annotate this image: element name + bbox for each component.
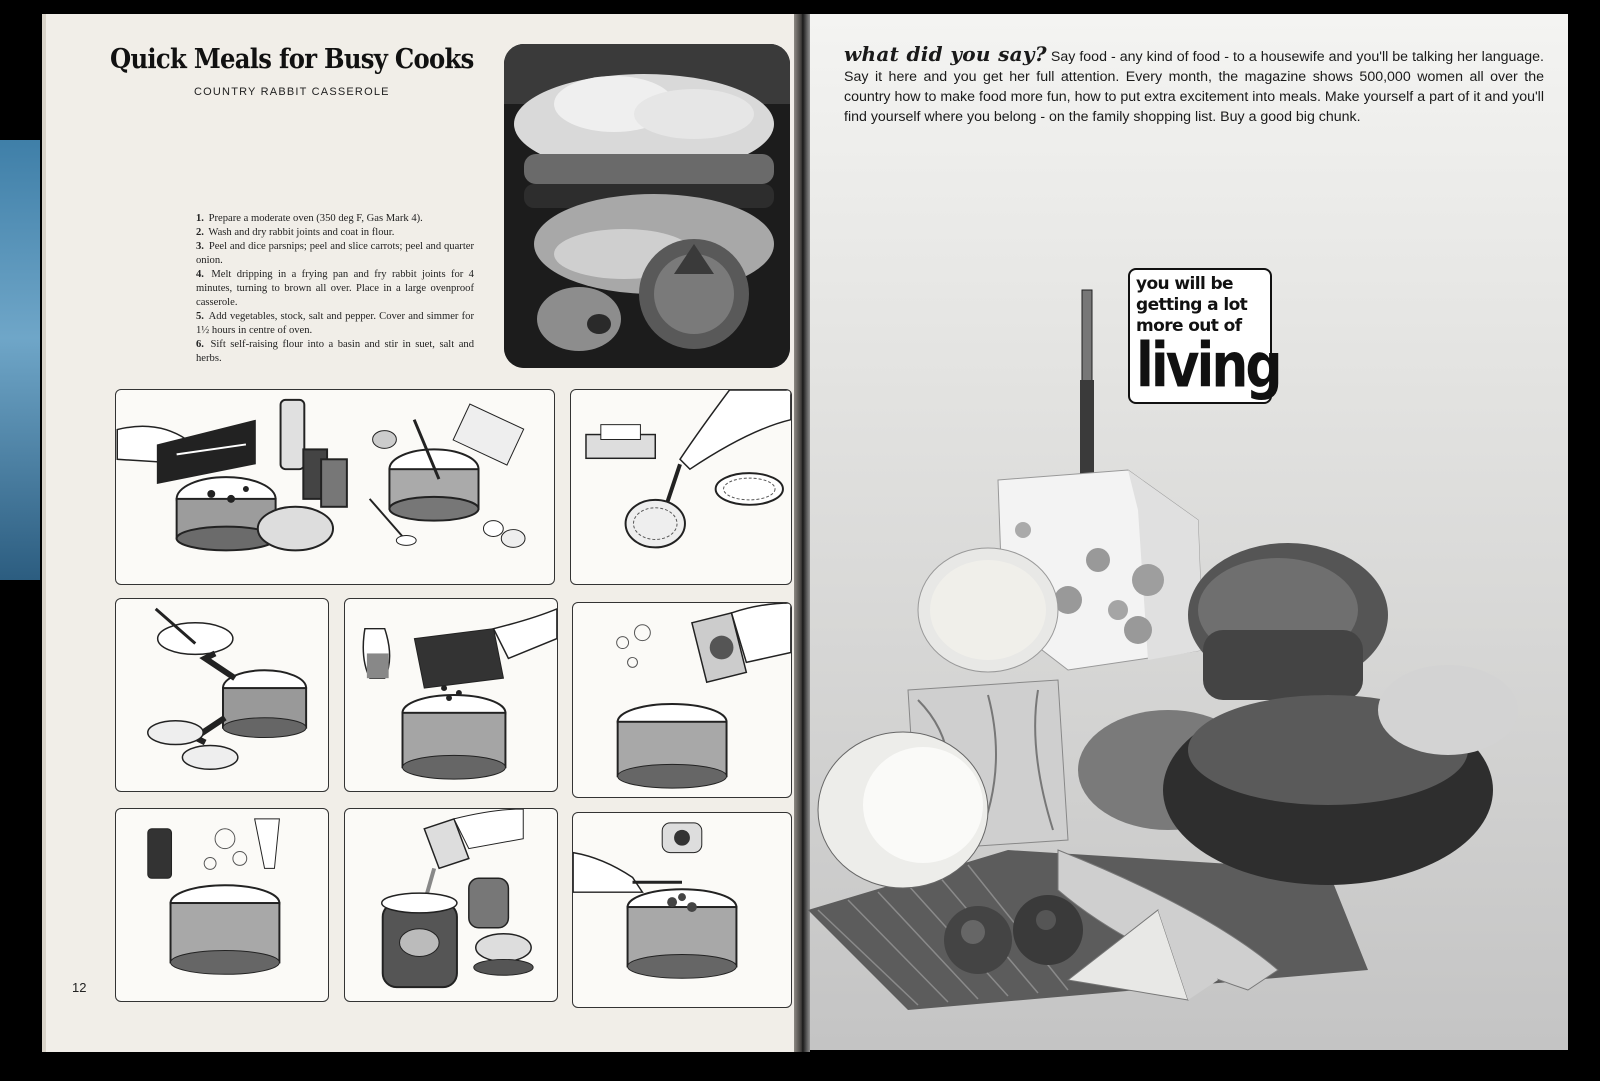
living-logo-card xyxy=(1128,268,1280,404)
logo-line: more out of xyxy=(1136,316,1242,336)
illustration-panel xyxy=(572,812,792,1008)
recipe-step: 4. Melt dripping in a frying pan and fry rabbit joints for 4 minutes, turning to brown all over. Place in a large ovenproof casserole. xyxy=(196,269,474,308)
illustration-panel xyxy=(570,389,792,585)
illustration-panel xyxy=(344,808,558,1002)
page-title: Quick Meals for Busy Cooks xyxy=(110,44,474,75)
recipe-subtitle: COUNTRY RABBIT CASSEROLE xyxy=(194,86,390,98)
illustration-panel xyxy=(344,598,558,792)
advert-headline: what did you say? xyxy=(844,42,1047,66)
illustration-panel xyxy=(115,808,329,1002)
casserole-photo xyxy=(504,44,790,368)
recipe-steps xyxy=(196,212,474,366)
illustration-panel xyxy=(572,602,792,798)
recipe-step: 2. Wash and dry rabbit joints and coat in flour. xyxy=(196,227,395,238)
advert-body: Say food - any kind of food - to a housewife and you'll be talking her language. Say it here and you get her full attention. Every month, the magazine shows 500,000 women all over the country how to make food more fun, how to put extra excitement into meals. Make yourself a part of it and you'll find yourself where you belong - on the family shopping list. Buy a good big chunk. xyxy=(844,49,1544,125)
page-number: 12 xyxy=(72,980,87,995)
recipe-step: 5. Add vegetables, stock, salt and pepper. Cover and simmer for 1½ hours in centre of oven. xyxy=(196,311,474,336)
logo-line: getting a lot xyxy=(1136,295,1248,315)
living-logo: living xyxy=(1136,331,1280,402)
illustration-panel xyxy=(115,598,329,792)
cover-edge xyxy=(0,140,40,580)
recipe-step: 1. Prepare a moderate oven (350 deg F, Gas Mark 4). xyxy=(196,213,423,224)
recipe-step: 6. Sift self-raising flour into a basin and stir in suet, salt and herbs. xyxy=(196,339,474,364)
illustration-panel xyxy=(115,389,555,585)
logo-line: you will be xyxy=(1136,274,1233,294)
recipe-step: 3. Peel and dice parsnips; peel and slice carrots; peel and quarter onion. xyxy=(196,241,474,266)
advert-copy xyxy=(844,44,1544,127)
